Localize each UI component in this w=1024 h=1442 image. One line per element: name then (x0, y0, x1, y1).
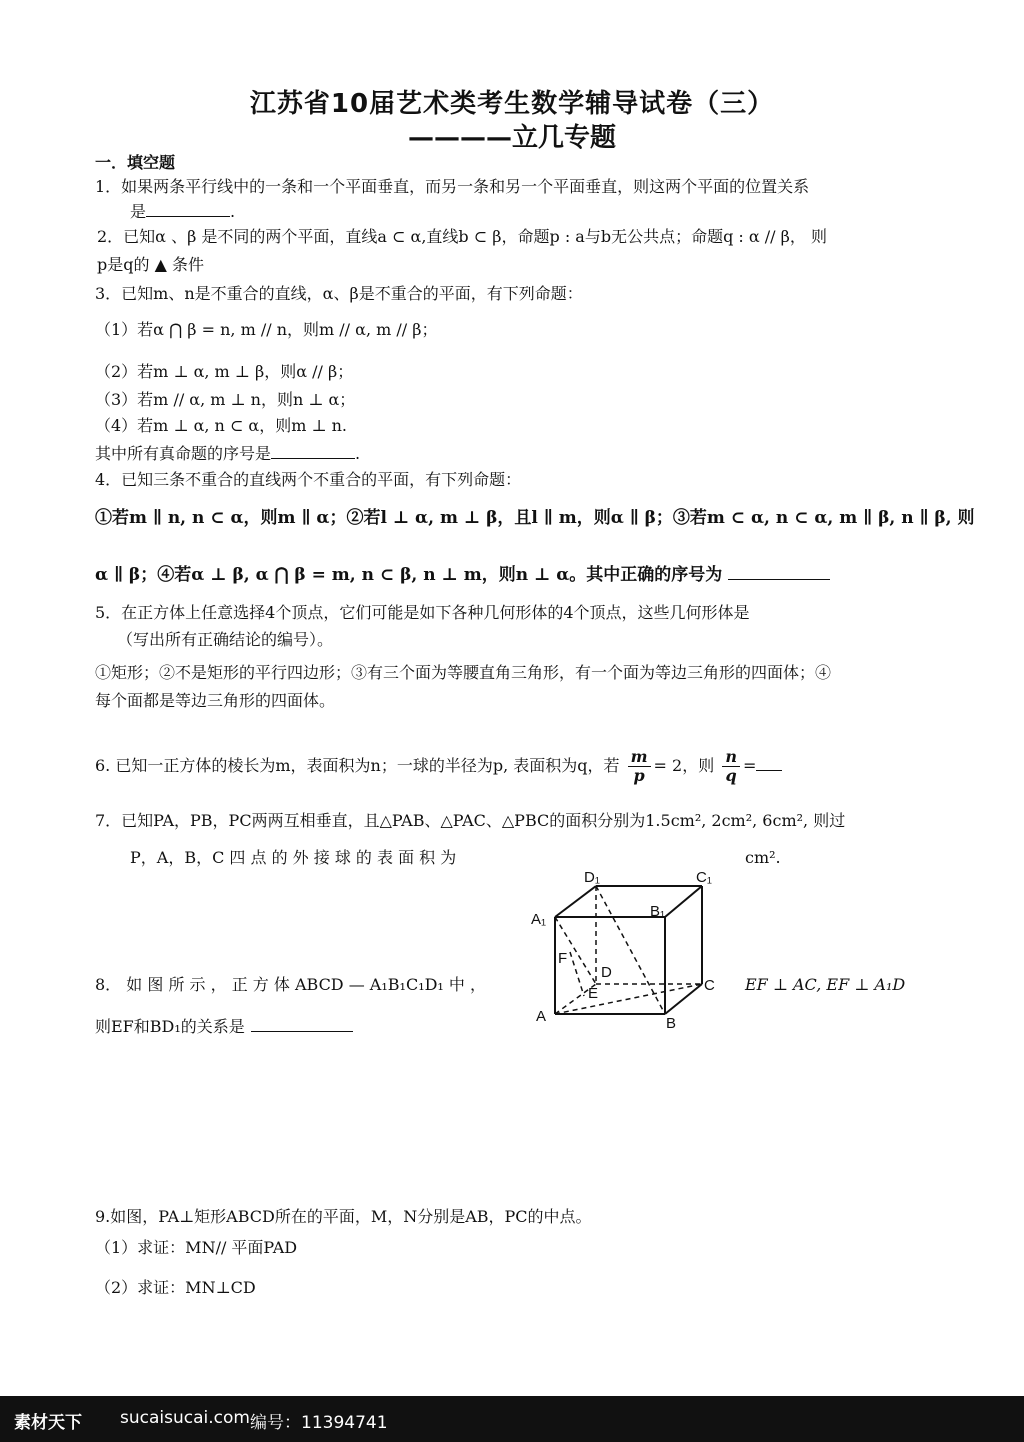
q6-fraction-m-over-p (628, 748, 651, 785)
label-c: C (704, 977, 715, 994)
q3-item-3: （3）若m // α, m ⊥ n，则n ⊥ α； (95, 390, 356, 409)
q8-line1: 8． 如 图 所 示 ， 正 方 体 ABCD — A₁B₁C₁D₁ 中 ， (95, 975, 487, 994)
q1-line2 (130, 200, 235, 223)
q5-line3: ①矩形；②不是矩形的平行四边形；③有三个面为等腰直角三角形，有一个面为等边三角形的四面体；④ (95, 663, 832, 682)
q4-line2 (95, 563, 830, 586)
watermark-logo: 素材天下 (14, 1413, 82, 1433)
section-heading: 一．填空题 (95, 153, 176, 172)
edge-b-c (665, 984, 702, 1014)
q3-intro: 3．已知m、n是不重合的直线，α、β是不重合的平面，有下列命题： (95, 284, 583, 303)
q1-pre: 是 (130, 202, 147, 221)
q2-line2: p是q的 ▲ 条件 (97, 255, 204, 274)
label-a: A (536, 1008, 547, 1025)
q8-answer-blank (251, 1015, 353, 1032)
watermark-site: sucaisucai.com (120, 1408, 250, 1428)
q7-line1: 7．已知PA，PB，PC两两互相垂直，且△PAB、△PAC、△PBC的面积分别为1.5cm², 2cm², 6cm², 则过 (95, 811, 846, 830)
label-b: B (666, 1015, 677, 1032)
q7-unit: cm². (745, 848, 781, 867)
q6-post: = (742, 756, 757, 775)
q4-answer-blank (728, 563, 830, 580)
q8-line2-text: 则EF和BD₁的关系是 (95, 1017, 245, 1036)
q4-line1: ①若m ∥ n, n ⊂ α，则m ∥ α；②若l ⊥ α, m ⊥ β，且l ∥ m，则α ∥ β；③若m ⊂ α, n ⊂ α, m ∥ β, n ∥ β, 则 (95, 508, 975, 528)
exam-title: 江苏省10届艺术类考生数学辅导试卷（三） (249, 89, 775, 119)
q6-answer-blank (756, 754, 782, 771)
q7-line2: P，A，B，C 四 点 的 外 接 球 的 表 面 积 为 (130, 848, 457, 867)
q4-intro: 4．已知三条不重合的直线两个不重合的平面，有下列命题： (95, 470, 522, 489)
label-a1: A₁ (531, 911, 547, 928)
q5-line1: 5．在正方体上任意选择4个顶点，它们可能是如下各种几何形体的4个顶点，这些几何形体是 (95, 603, 750, 622)
q6-pre: 6. 已知一正方体的棱长为m，表面积为n；一球的半径为p, 表面积为q，若 (95, 756, 620, 775)
label-b1: B₁ (650, 903, 666, 920)
q9-intro: 9.如图，PA⊥矩形ABCD所在的平面，M，N分别是AB，PC的中点。 (95, 1207, 592, 1226)
q9-item-1: （1）求证：MN// 平面PAD (95, 1238, 298, 1257)
q3-question (95, 442, 360, 465)
q6-fraction-n-over-q (722, 748, 740, 785)
q4-line2-text: α ∥ β；④若α ⊥ β, α ⋂ β = m, n ⊂ β, n ⊥ m，则n ⊥ α。其中正确的序号为 (95, 565, 723, 585)
edge-a1-d1 (555, 886, 596, 917)
watermark-footer (0, 1396, 1024, 1442)
edge-b1-c1 (665, 886, 702, 917)
q3-question-end: . (355, 444, 361, 463)
q3-item-1: （1）若α ⋂ β = n, m // n，则m // α, m // β； (95, 320, 438, 339)
q3-item-2: （2）若m ⊥ α, m ⊥ β，则α // β； (95, 362, 354, 381)
label-d1: D₁ (584, 869, 600, 886)
cube-figure (526, 868, 736, 1036)
q5-line4: 每个面都是等边三角形的四面体。 (95, 691, 336, 710)
q3-answer-blank (271, 442, 355, 459)
label-e: E (588, 985, 599, 1002)
q1-line1: 1．如果两条平行线中的一条和一个平面垂直，而另一条和另一个平面垂直，则这两个平面的位置关系 (95, 177, 810, 196)
q5-line2: （写出所有正确结论的编号）。 (117, 630, 334, 649)
label-c1: C₁ (696, 869, 712, 886)
q9-item-2: （2）求证：MN⊥CD (95, 1278, 256, 1297)
q2-line1: 2．已知α 、β 是不同的两个平面，直线a ⊂ α,直线b ⊂ β，命题p : a与b无公共点；命题q : α // β， 则 (97, 227, 827, 246)
q1-post: . (230, 202, 236, 221)
watermark-code: 编号：11394741 (250, 1413, 388, 1433)
label-f: F (558, 950, 568, 967)
q6-frac2-num: n (722, 748, 740, 767)
q6-frac1-den: p (633, 766, 645, 785)
q8-line2 (95, 1015, 353, 1038)
q6-frac1-num: m (628, 748, 651, 767)
q6-mid: = 2，则 (653, 756, 715, 775)
q8-condition: EF ⊥ AC, EF ⊥ A₁D (745, 975, 906, 994)
exam-subtitle: ————立几专题 (407, 123, 616, 153)
q3-item-4: （4）若m ⊥ α, n ⊂ α，则m ⊥ n. (95, 416, 348, 435)
q6-line (95, 744, 782, 788)
label-d: D (601, 964, 612, 981)
q3-question-text: 其中所有真命题的序号是 (95, 444, 272, 463)
segment-ef (570, 952, 584, 996)
q1-answer-blank (146, 200, 230, 217)
diagonal-a-c (555, 984, 702, 1014)
q6-frac2-den: q (725, 766, 737, 785)
